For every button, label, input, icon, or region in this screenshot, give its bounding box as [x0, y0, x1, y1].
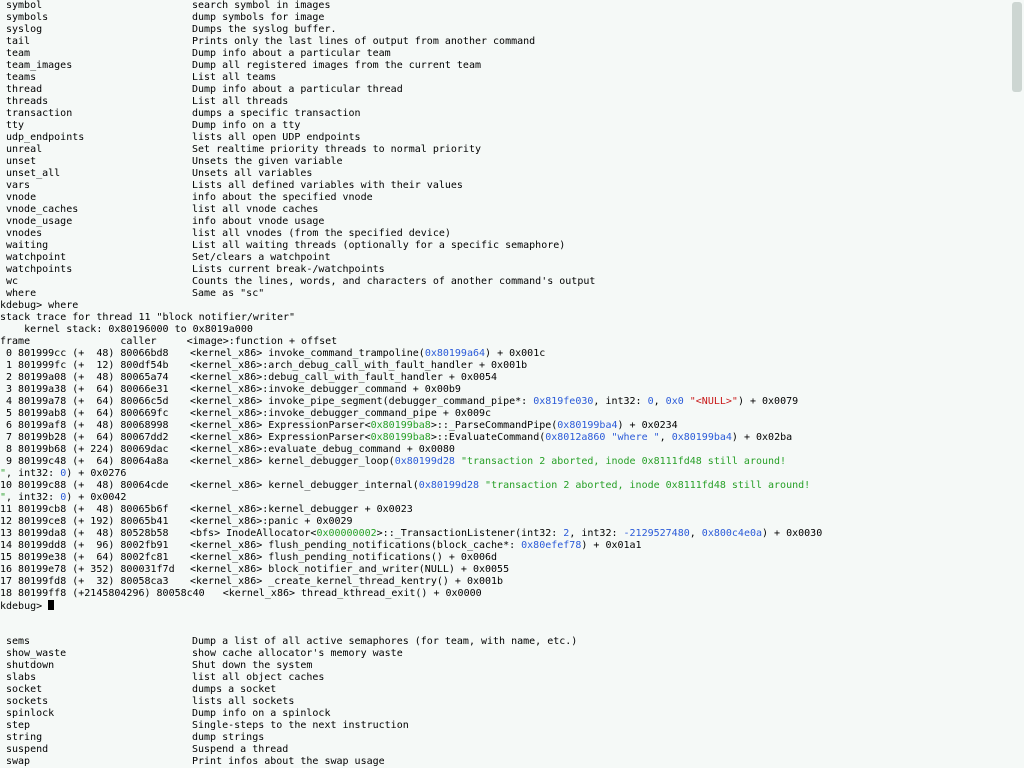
command-description: lists all open UDP endpoints — [192, 132, 361, 143]
frame-text: ) + 0x0276 — [66, 468, 127, 479]
command-description: dumps a specific transaction — [192, 108, 361, 119]
command-row — [0, 120, 1024, 132]
frame-text: 0x00000002 — [316, 528, 377, 539]
stack-frame-row — [0, 432, 1024, 444]
trace-header: stack trace for thread 11 "block notifier/writer" — [0, 312, 296, 323]
command-description: list all vnodes (from the specified device) — [192, 228, 451, 239]
frame-text: ) + 0x02ba — [731, 432, 793, 443]
command-name: string — [6, 732, 43, 743]
stack-frame-row — [0, 360, 1024, 372]
frame-text: 0x819fe030 — [533, 396, 594, 407]
command-row — [0, 660, 1024, 672]
frame-text: 0x0 — [665, 396, 684, 407]
frame-text: , — [659, 432, 672, 443]
command-description: dumps a socket — [192, 684, 277, 695]
stack-frame-row — [0, 348, 1024, 360]
command-description: info about vnode usage — [192, 216, 325, 227]
frame-text: "where " — [611, 432, 660, 443]
stack-frame-row — [0, 576, 1024, 588]
command-row — [0, 156, 1024, 168]
command-name: syslog — [6, 24, 43, 35]
frame-text: kernel_debugger_internal( — [262, 480, 419, 491]
command-name: watchpoint — [6, 252, 67, 263]
command-description: dump strings — [192, 732, 265, 743]
frame-text: , int32: — [6, 492, 61, 503]
frame-text: >::_TransactionListener(int32: — [376, 528, 564, 539]
command-name: swap — [6, 756, 31, 767]
frame-text: 2 — [563, 528, 570, 539]
frame-address: 4 80199a78 (+ 64) 80066c5d — [0, 396, 169, 407]
frame-text: ) + 0x0234 — [617, 420, 678, 431]
frame-text: _create_kernel_thread_kentry() + 0x001b — [262, 576, 504, 587]
command-description: Single-steps to the next instruction — [192, 720, 409, 731]
command-description: Suspend a thread — [192, 744, 289, 755]
command-row — [0, 264, 1024, 276]
command-name: tty — [6, 120, 25, 131]
frame-text: " — [0, 468, 7, 479]
command-row — [0, 756, 1024, 768]
command-row — [0, 60, 1024, 72]
command-name: vnodes — [6, 228, 43, 239]
command-row — [0, 180, 1024, 192]
frame-text: ) + 0x001c — [485, 348, 546, 359]
command-row — [0, 240, 1024, 252]
frame-text: :kernel_debugger + 0x0023 — [262, 504, 413, 515]
command-name: watchpoints — [6, 264, 73, 275]
command-name: udp_endpoints — [6, 132, 85, 143]
command-description: Dump all registered images from the current team — [192, 60, 481, 71]
frame-text: :invoke_debugger_command_pipe + 0x009c — [262, 408, 492, 419]
stack-frame-row — [0, 552, 1024, 564]
frame-image: <kernel_x86> — [190, 504, 263, 515]
command-description: Dump info about a particular team — [192, 48, 391, 59]
frame-text: "transaction 2 aborted, inode 0x8111fd48 still around! — [460, 456, 787, 467]
command-name: shutdown — [6, 660, 55, 671]
frame-text: ) + 0x0042 — [66, 492, 127, 503]
frame-address: 0 801999cc (+ 48) 80066bd8 — [0, 348, 169, 359]
frame-text: 0x80199d28 — [394, 456, 455, 467]
command-row — [0, 648, 1024, 660]
input-prompt-line[interactable] — [0, 600, 1024, 612]
command-description: Set realtime priority threads to normal priority — [192, 144, 481, 155]
where-command-line — [0, 300, 1024, 312]
command-description: List all waiting threads (optionally for a specific semaphore) — [192, 240, 566, 251]
command-row — [0, 288, 1024, 300]
frame-text: 0x80199ba8 — [370, 420, 431, 431]
typed-command: where — [48, 300, 79, 311]
frame-address: 9 80199c48 (+ 64) 80064a8a — [0, 456, 169, 467]
stack-frame-row — [0, 564, 1024, 576]
command-description: Lists all defined variables with their values — [192, 180, 463, 191]
frame-text: :evaluate_debug_command + 0x0080 — [262, 444, 455, 455]
command-name: step — [6, 720, 31, 731]
command-row — [0, 720, 1024, 732]
frame-text: 0x80199a64 — [424, 348, 486, 359]
command-row — [0, 84, 1024, 96]
stack-frame-row — [0, 456, 1024, 468]
frame-text: 0x80efef78 — [521, 540, 582, 551]
frame-text: " — [0, 492, 7, 503]
frame-text: ) + 0x0030 — [762, 528, 823, 539]
stack-frame-row — [0, 480, 1024, 492]
prompt: kdebug> — [0, 300, 49, 311]
command-description: Dumps the syslog buffer. — [192, 24, 337, 35]
command-name: unset_all — [6, 168, 61, 179]
command-row — [0, 96, 1024, 108]
frame-image: <kernel_x86> — [190, 552, 263, 563]
frame-image: <kernel_x86> — [190, 444, 263, 455]
columns-header: frame caller <image>:function + offset — [0, 336, 338, 347]
command-description: List all teams — [192, 72, 277, 83]
stack-frame-row — [0, 372, 1024, 384]
command-name: vnode — [6, 192, 37, 203]
stack-frame-row — [0, 492, 1024, 504]
command-name: thread — [6, 84, 43, 95]
command-name: transaction — [6, 108, 73, 119]
command-row — [0, 12, 1024, 24]
command-name: socket — [6, 684, 43, 695]
frame-text: block_notifier_and_writer(NULL) + 0x0055 — [262, 564, 510, 575]
stack-frame-row — [0, 408, 1024, 420]
frame-address: 13 80199da8 (+ 48) 80528b58 — [0, 528, 169, 539]
frame-image: <kernel_x86> — [190, 540, 263, 551]
command-description: Dump a list of all active semaphores (for team, with name, etc.) — [192, 636, 578, 647]
frame-address: 15 80199e38 (+ 64) 8002fc81 — [0, 552, 169, 563]
frame-text: , — [689, 528, 702, 539]
frame-image: <kernel_x86> — [190, 432, 263, 443]
frame-text: "transaction 2 aborted, inode 0x8111fd48 still around! — [485, 480, 811, 491]
command-row — [0, 132, 1024, 144]
command-description: Prints only the last lines of output from another command — [192, 36, 536, 47]
command-name: vars — [6, 180, 31, 191]
command-description: Same as "sc" — [192, 288, 265, 299]
frame-text: 18 80199ff8 (+2145804296) 80058c40 <kernel_x86> thread_kthread_exit() + 0x0000 — [0, 588, 482, 599]
command-row — [0, 696, 1024, 708]
command-name: waiting — [6, 240, 49, 251]
kernel-stack-range: kernel stack: 0x80196000 to 0x8019a000 — [0, 324, 253, 335]
frame-image: <kernel_x86> — [190, 576, 263, 587]
frame-text: ) + 0x01a1 — [581, 540, 642, 551]
command-name: show_waste — [6, 648, 67, 659]
command-name: tail — [6, 36, 31, 47]
scrollbar-thumb[interactable] — [1012, 2, 1022, 92]
frame-address: 17 80199fd8 (+ 32) 80058ca3 — [0, 576, 169, 587]
frame-image: <kernel_x86> — [190, 372, 263, 383]
stack-frame-row — [0, 528, 1024, 540]
command-row — [0, 744, 1024, 756]
command-name: sockets — [6, 696, 49, 707]
command-row — [0, 672, 1024, 684]
command-name: symbol — [6, 0, 43, 11]
command-row — [0, 732, 1024, 744]
frame-text: , int32: — [6, 468, 61, 479]
command-description: Dump info on a spinlock — [192, 708, 331, 719]
command-description: Dump info on a tty — [192, 120, 301, 131]
frame-text: ExpressionParser< — [262, 420, 371, 431]
command-row — [0, 144, 1024, 156]
stack-frame-row — [0, 384, 1024, 396]
command-description: info about the specified vnode — [192, 192, 373, 203]
frame-text: ExpressionParser< — [262, 432, 371, 443]
command-name: vnode_caches — [6, 204, 79, 215]
frame-text: InodeAllocator< — [220, 528, 317, 539]
frame-text: 0x80199d28 — [418, 480, 480, 491]
command-name: symbols — [6, 12, 49, 23]
command-description: Unsets the given variable — [192, 156, 343, 167]
frame-address: 3 80199a38 (+ 64) 80066e31 — [0, 384, 169, 395]
stack-frame-row — [0, 420, 1024, 432]
frame-text: 0 — [647, 396, 654, 407]
command-name: suspend — [6, 744, 49, 755]
command-name: wc — [6, 276, 19, 287]
frame-text: :invoke_debugger_command + 0x00b9 — [262, 384, 461, 395]
command-name: team — [6, 48, 31, 59]
frame-image: <kernel_x86> — [190, 420, 263, 431]
frame-image: <kernel_x86> — [190, 408, 263, 419]
frame-text: 0 — [60, 492, 67, 503]
frame-text: 0x80199ba4 — [557, 420, 618, 431]
command-row — [0, 216, 1024, 228]
frame-image: <kernel_x86> — [190, 396, 263, 407]
text-cursor — [48, 600, 54, 610]
frame-image: <kernel_x86> — [190, 360, 263, 371]
command-row — [0, 708, 1024, 720]
frame-address: 14 80199dd8 (+ 96) 8002fb91 — [0, 540, 169, 551]
frame-text: >::EvaluateCommand( — [430, 432, 546, 443]
command-row — [0, 252, 1024, 264]
frame-image: <bfs> — [190, 528, 221, 539]
frame-address: 7 80199b28 (+ 64) 80067dd2 — [0, 432, 169, 443]
command-name: vnode_usage — [6, 216, 73, 227]
frame-text: flush_pending_notifications() + 0x006d — [262, 552, 498, 563]
stack-frame-row — [0, 588, 1024, 600]
frame-text: , — [653, 396, 666, 407]
command-name: threads — [6, 96, 49, 107]
frame-image: <kernel_x86> — [190, 456, 263, 467]
command-row — [0, 636, 1024, 648]
command-list-top — [0, 0, 1024, 300]
command-row — [0, 36, 1024, 48]
frame-text: 0x80199ba4 — [671, 432, 732, 443]
command-row — [0, 108, 1024, 120]
frame-text: , int32: — [593, 396, 648, 407]
stack-frame-row — [0, 444, 1024, 456]
frame-address: 10 80199c88 (+ 48) 80064cde — [0, 480, 169, 491]
command-description: List all threads — [192, 96, 289, 107]
stack-frame-row — [0, 468, 1024, 480]
command-description: Counts the lines, words, and characters of another command's output — [192, 276, 596, 287]
stack-frame-row — [0, 396, 1024, 408]
frame-address: 1 801999fc (+ 12) 800df54b — [0, 360, 169, 371]
frame-text: :panic + 0x0029 — [262, 516, 353, 527]
frame-text: -2129527480 — [623, 528, 690, 539]
frame-address: 8 80199b68 (+ 224) 80069dac — [0, 444, 169, 455]
stack-frame-row — [0, 516, 1024, 528]
frame-image: <kernel_x86> — [190, 480, 263, 491]
frame-address: 5 80199ab8 (+ 64) 800669fc — [0, 408, 169, 419]
frame-text: 0 — [60, 468, 67, 479]
command-name: unreal — [6, 144, 43, 155]
command-description: list all object caches — [192, 672, 325, 683]
command-row — [0, 684, 1024, 696]
command-name: slabs — [6, 672, 37, 683]
command-name: where — [6, 288, 37, 299]
frame-image: <kernel_x86> — [190, 564, 263, 575]
command-description: lists all sockets — [192, 696, 295, 707]
frame-address: 11 80199cb8 (+ 48) 80065b6f — [0, 504, 169, 515]
command-description: Lists current break-/watchpoints — [192, 264, 385, 275]
frame-address: 2 80199a08 (+ 48) 80065a74 — [0, 372, 169, 383]
frame-text: 0x80199ba8 — [370, 432, 431, 443]
command-name: teams — [6, 72, 37, 83]
command-description: show cache allocator's memory waste — [192, 648, 403, 659]
frame-text: :arch_debug_call_with_fault_handler + 0x001b — [262, 360, 528, 371]
frame-image: <kernel_x86> — [190, 384, 263, 395]
command-name: unset — [6, 156, 37, 167]
frame-text: flush_pending_notifications(block_cache*: — [262, 540, 522, 551]
command-row — [0, 72, 1024, 84]
command-description: search symbol in images — [192, 0, 331, 11]
command-name: spinlock — [6, 708, 55, 719]
frame-text: >::_ParseCommandPipe( — [430, 420, 558, 431]
stack-frame-row — [0, 504, 1024, 516]
command-name: team_images — [6, 60, 73, 71]
frame-text: 0x8012a860 — [545, 432, 606, 443]
frame-list — [0, 348, 1024, 600]
command-name: sems — [6, 636, 31, 647]
command-description: Dump info about a particular thread — [192, 84, 403, 95]
command-row — [0, 168, 1024, 180]
stack-trace-output — [0, 300, 1024, 612]
command-description: Unsets all variables — [192, 168, 313, 179]
frame-text: :debug_call_with_fault_handler + 0x0054 — [262, 372, 498, 383]
command-list-bottom — [0, 636, 1024, 768]
command-description: dump symbols for image — [192, 12, 325, 23]
frame-image: <kernel_x86> — [190, 516, 263, 527]
command-row — [0, 228, 1024, 240]
command-row — [0, 276, 1024, 288]
command-description: Shut down the system — [192, 660, 313, 671]
frame-text: invoke_pipe_segment(debugger_command_pipe*: — [262, 396, 534, 407]
frame-image: <kernel_x86> — [190, 348, 263, 359]
command-row — [0, 192, 1024, 204]
command-description: list all vnode caches — [192, 204, 319, 215]
prompt: kdebug> — [0, 601, 49, 612]
frame-text: invoke_command_trampoline( — [262, 348, 425, 359]
frame-address: 12 80199ce8 (+ 192) 80065b41 — [0, 516, 169, 527]
command-row — [0, 204, 1024, 216]
frame-text: "<NULL>" — [689, 396, 738, 407]
frame-address: 6 80199af8 (+ 48) 80068998 — [0, 420, 169, 431]
stack-frame-row — [0, 540, 1024, 552]
frame-text: , int32: — [569, 528, 624, 539]
frame-text: 0x800c4e0a — [701, 528, 763, 539]
scrollbar[interactable] — [1012, 0, 1024, 768]
command-description: Set/clears a watchpoint — [192, 252, 331, 263]
frame-address: 16 80199e78 (+ 352) 800031f7d — [0, 564, 175, 575]
command-description: Print infos about the swap usage — [192, 756, 385, 767]
frame-text: kernel_debugger_loop( — [262, 456, 395, 467]
command-row — [0, 24, 1024, 36]
frame-text: ) + 0x0079 — [737, 396, 799, 407]
command-row — [0, 48, 1024, 60]
command-row — [0, 0, 1024, 12]
